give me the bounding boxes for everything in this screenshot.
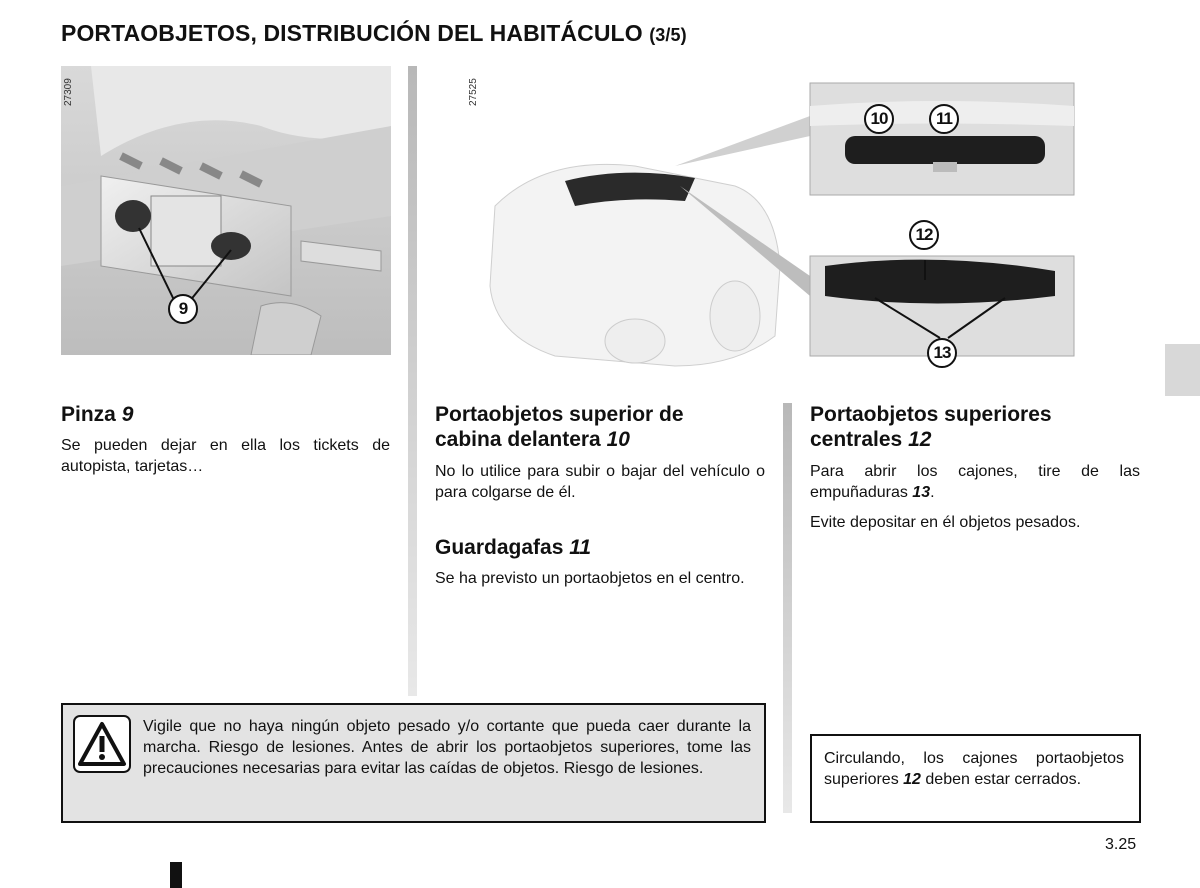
figure-overhead-storage	[435, 66, 1085, 371]
sun-visor-illustration	[61, 66, 391, 355]
callout-12: 12	[909, 220, 939, 250]
warning-text: Vigile que no haya ningún objeto pesado y/o cortante que pueda caer durante la marcha. Riesgo de lesiones. Antes de abrir los portaobjetos superiores, tome las precauciones necesarias para evitar las caídas de objetos. Riesgo de lesiones.	[143, 718, 751, 777]
note-box	[810, 734, 1141, 823]
figure-id: 27525	[468, 78, 479, 106]
chapter-tab	[1165, 344, 1200, 396]
callout-13: 13	[927, 338, 957, 368]
column-divider	[408, 66, 417, 696]
paragraph-central-storage	[810, 461, 1140, 503]
heading-front-storage	[435, 402, 765, 452]
note-text-part: Circulando, los cajones portaobjetos superiores	[824, 750, 1124, 788]
page-title	[61, 20, 687, 47]
car-overhead-illustration	[435, 66, 1085, 371]
reference-number: 12	[903, 771, 921, 788]
heading-glasses-holder	[435, 535, 591, 560]
heading-text: Portaobjetos superior de	[435, 403, 684, 426]
heading-number: 9	[121, 403, 134, 426]
paragraph-text: Para abrir los cajones, tire de las empuñaduras	[810, 463, 1140, 501]
note-text-part: deben estar cerrados.	[925, 771, 1082, 788]
column-divider	[783, 403, 792, 813]
heading-central-storage	[810, 402, 1140, 452]
warning-triangle-icon	[73, 715, 131, 773]
heading-text: Guardagafas	[435, 536, 564, 559]
heading-number: 10	[606, 428, 630, 451]
heading-number: 11	[569, 536, 592, 559]
paragraph-pinza: Se pueden dejar en ella los tickets de autopista, tarjetas…	[61, 437, 390, 475]
callout-11: 11	[929, 104, 959, 134]
figure-id: 27309	[63, 78, 74, 106]
heading-text: cabina delantera	[435, 428, 601, 451]
figure-sun-visor-clip	[61, 66, 391, 355]
page-title-part: (3/5)	[649, 25, 687, 45]
warning-box	[61, 703, 766, 823]
callout-9: 9	[168, 294, 198, 324]
paragraph-heavy-objects: Evite depositar en él objetos pesados.	[810, 514, 1081, 531]
paragraph-glasses-holder: Se ha previsto un portaobjetos en el centro.	[435, 570, 745, 587]
callout-10: 10	[864, 104, 894, 134]
paragraph-text: .	[930, 484, 935, 501]
paragraph-front-storage: No lo utilice para subir o bajar del vehículo o para colgarse de él.	[435, 463, 765, 501]
heading-pinza	[61, 402, 133, 427]
page-number: 3.25	[1105, 836, 1137, 853]
heading-number: 12	[908, 428, 932, 451]
heading-text: Pinza	[61, 403, 116, 426]
reference-number: 13	[912, 484, 931, 501]
note-text	[824, 748, 1124, 790]
page-title-text: PORTAOBJETOS, DISTRIBUCIÓN DEL HABITÁCULO	[61, 20, 643, 46]
heading-text: Portaobjetos superiores	[810, 403, 1052, 426]
print-mark	[170, 862, 182, 888]
heading-text: centrales	[810, 428, 903, 451]
